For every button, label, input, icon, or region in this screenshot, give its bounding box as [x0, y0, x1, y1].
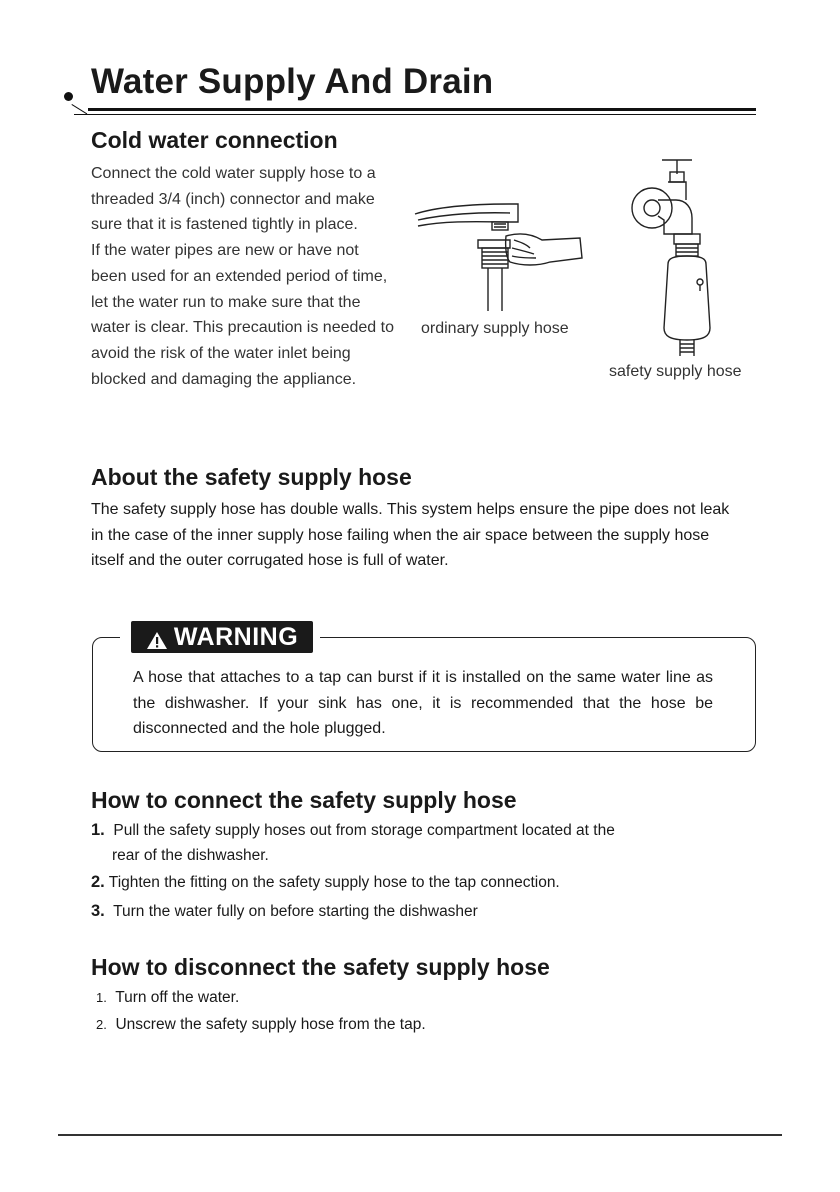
title-bullet: [64, 92, 73, 101]
cold-water-para-2: If the water pipes are new or have not been used for an extended period of time, let the water run to make sure that the water is clear. This precaution is needed to avoid the risk of the water inlet being blocked and damaging the appliance.: [91, 242, 394, 388]
step-text: Unscrew the safety supply hose from the tap.: [115, 1016, 426, 1033]
connect-step-2: [91, 873, 560, 892]
safety-supply-hose-illustration: [628, 156, 728, 361]
about-text: The safety supply hose has double walls. This system helps ensure the pipe does not leak in the case of the inner supply hose failing when the air space between the supply hose itself and the outer corrugated hose is full of water.: [91, 501, 730, 569]
title-rule-thin: [74, 114, 756, 115]
connect-heading: How to connect the safety supply hose: [91, 787, 517, 813]
step-number: 3.: [91, 902, 105, 920]
ordinary-supply-hose-illustration: [410, 196, 590, 316]
step-text: Turn the water fully on before starting the dishwasher: [113, 903, 478, 920]
step-number: 2.: [96, 1017, 107, 1032]
title-rule-slant: [71, 104, 87, 114]
ordinary-hose-caption: ordinary supply hose: [421, 320, 569, 337]
connect-step-1: [91, 821, 615, 840]
cold-water-text: [91, 161, 396, 392]
warning-badge: [131, 621, 313, 653]
cold-water-para-1: Connect the cold water supply hose to a threaded 3/4 (inch) connector and make sure that it is fastened tightly in place.: [91, 165, 376, 234]
title-rule-thick: [88, 108, 756, 111]
disconnect-step-1: [96, 989, 239, 1007]
step-text: Turn off the water.: [115, 989, 240, 1006]
connect-step-3: [91, 902, 478, 921]
step-number: 1.: [96, 990, 107, 1005]
step-number: 2.: [91, 873, 105, 891]
disconnect-heading: How to disconnect the safety supply hose: [91, 954, 550, 980]
warning-label: WARNING: [173, 622, 299, 651]
page-title: Water Supply And Drain: [91, 62, 494, 101]
cold-water-heading: Cold water connection: [91, 127, 338, 153]
disconnect-step-2: [96, 1016, 426, 1034]
safety-hose-caption: safety supply hose: [609, 363, 742, 380]
warning-text: A hose that attaches to a tap can burst if it is installed on the same water line as the dishwasher. If your sink has one, it is recommended that the hose be disconnected and the hole plugged.: [133, 669, 713, 737]
step-number: 1.: [91, 821, 105, 839]
footer-rule: [58, 1134, 782, 1136]
about-heading: About the safety supply hose: [91, 464, 412, 490]
step-text: Tighten the fitting on the safety supply hose to the tap connection.: [108, 874, 560, 891]
step-text: Pull the safety supply hoses out from storage compartment located at the: [113, 822, 615, 839]
warning-triangle-icon: [146, 628, 168, 647]
connect-step-1-cont: rear of the dishwasher.: [112, 847, 269, 864]
